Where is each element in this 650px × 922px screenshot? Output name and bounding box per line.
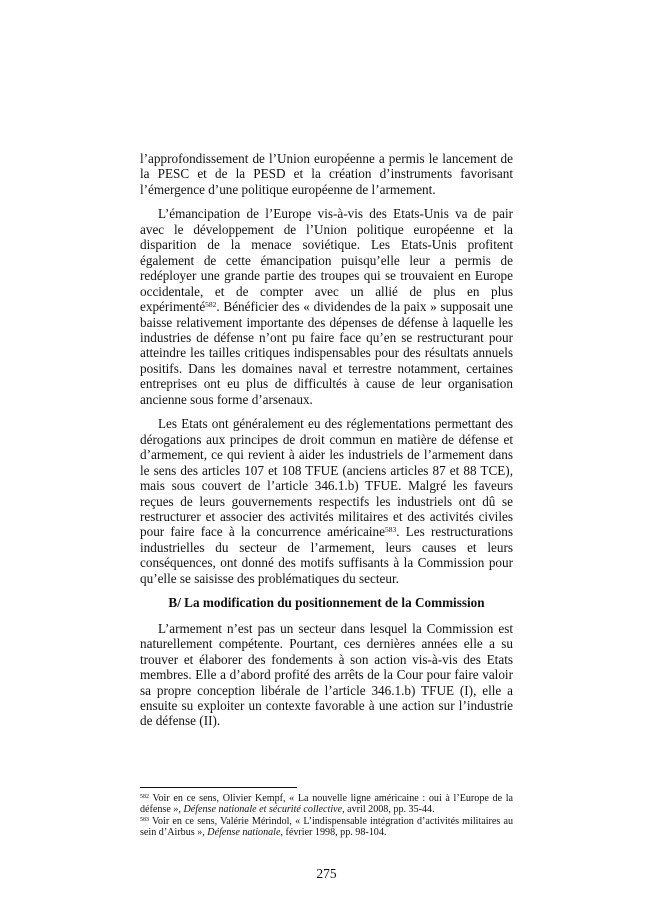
paragraph-text: Les Etats ont généralement eu des réglementations permettant des dérogations aux principes de droit commun en matière de défense et d’armement, ce qui revient à aider les industriels de l’armement dans le sens des articles 107 et 108 TFUE (anciens articles 87 et 88 TCE), mais sous couvert de l’article 346.1.b) TFUE. Malgré les faveurs reçues de leurs gouvernements respectifs les industriels ont dû se restructurer et associer des activités militaires et des activités civiles pour faire face à la concurrence américaine (140, 416, 513, 540)
footnote-text: , avril 2008, pp. 35-44. (342, 804, 435, 816)
paragraph-1: l’approfondissement de l’Union européenne a permis le lancement de la PESC et de la PESD et la création d’instruments favorisant l’émergence d’une politique européenne de l’armement. (140, 151, 513, 197)
footnote-582 (140, 793, 513, 816)
paragraph-3 (140, 416, 513, 586)
footnote-source-title: Défense nationale et sécurité collective (183, 804, 343, 816)
body-text (140, 151, 513, 729)
section-heading: B/ La modification du positionnement de la Commission (168, 595, 485, 611)
footnote-separator (140, 787, 297, 788)
page-number: 275 (316, 866, 337, 882)
footnotes (140, 793, 513, 839)
footnote-source-title: Défense nationale (207, 827, 281, 839)
footnote-text: , février 1998, pp. 98-104. (280, 827, 387, 839)
paragraph-2 (140, 206, 513, 407)
paragraph-4: L’armement n’est pas un secteur dans lesquel la Commission est naturellement compétente. Pourtant, ces dernières années elle a su trouver et élaborer des fondements à son action vis-à-vis des Etats membres. Elle a d’abord profité des arrêts de la Cour pour faire valoir sa propre conception libérale de l’article 346.1.b) TFUE (I), elle a ensuite su exploiter un contexte favorable à une action sur l’industrie de défense (II). (140, 620, 513, 729)
paragraph-text: L’émancipation de l’Europe vis-à-vis des Etats-Unis va de pair avec le développement de l’Union politique européenne et la disparition de la menace soviétique. Les Etats-Unis profitent également de cette émancipation puisqu’elle leur a permis de redéployer une grande partie des troupes qui se trouvaient en Europe occidentale, et de compter avec un allié de plus en plus expérimenté (140, 206, 513, 315)
paragraph-text: . Bénéficier des « dividendes de la paix » supposait une baisse relativement importante des dépenses de défense à laquelle les industries de défense n’ont pu faire face qu’en se restructurant pour atteindre les tailles critiques indispensables pour des résultats annuels positifs. Dans les domaines naval et terrestre notamment, certaines entreprises ont eu plus de difficultés à cause de leur organisation ancienne sous forme d’arsenaux. (140, 299, 513, 407)
footnote-583 (140, 816, 513, 839)
footnote-number: 582 (140, 793, 149, 800)
footnote-text: Voir en ce sens, Valérie Mérindol, « L’indispensable intégration d’activités militaires au sein d’Airbus », (140, 815, 513, 839)
paragraph-text: . Les restructurations industrielles du secteur de l’armement, leurs causes et leurs conséquences, ont donné des motifs suffisants à la Commission pour qu’elle se saisisse des problématiques du secteur. (140, 524, 513, 586)
footnote-ref-583[interactable]: 583 (385, 525, 397, 535)
footnote-text: Voir en ce sens, Olivier Kempf, « La nouvelle ligne américaine : oui à l’Europe de la défense », (140, 792, 513, 816)
footnote-ref-582[interactable]: 582 (205, 300, 217, 310)
footnote-number: 583 (140, 816, 149, 823)
